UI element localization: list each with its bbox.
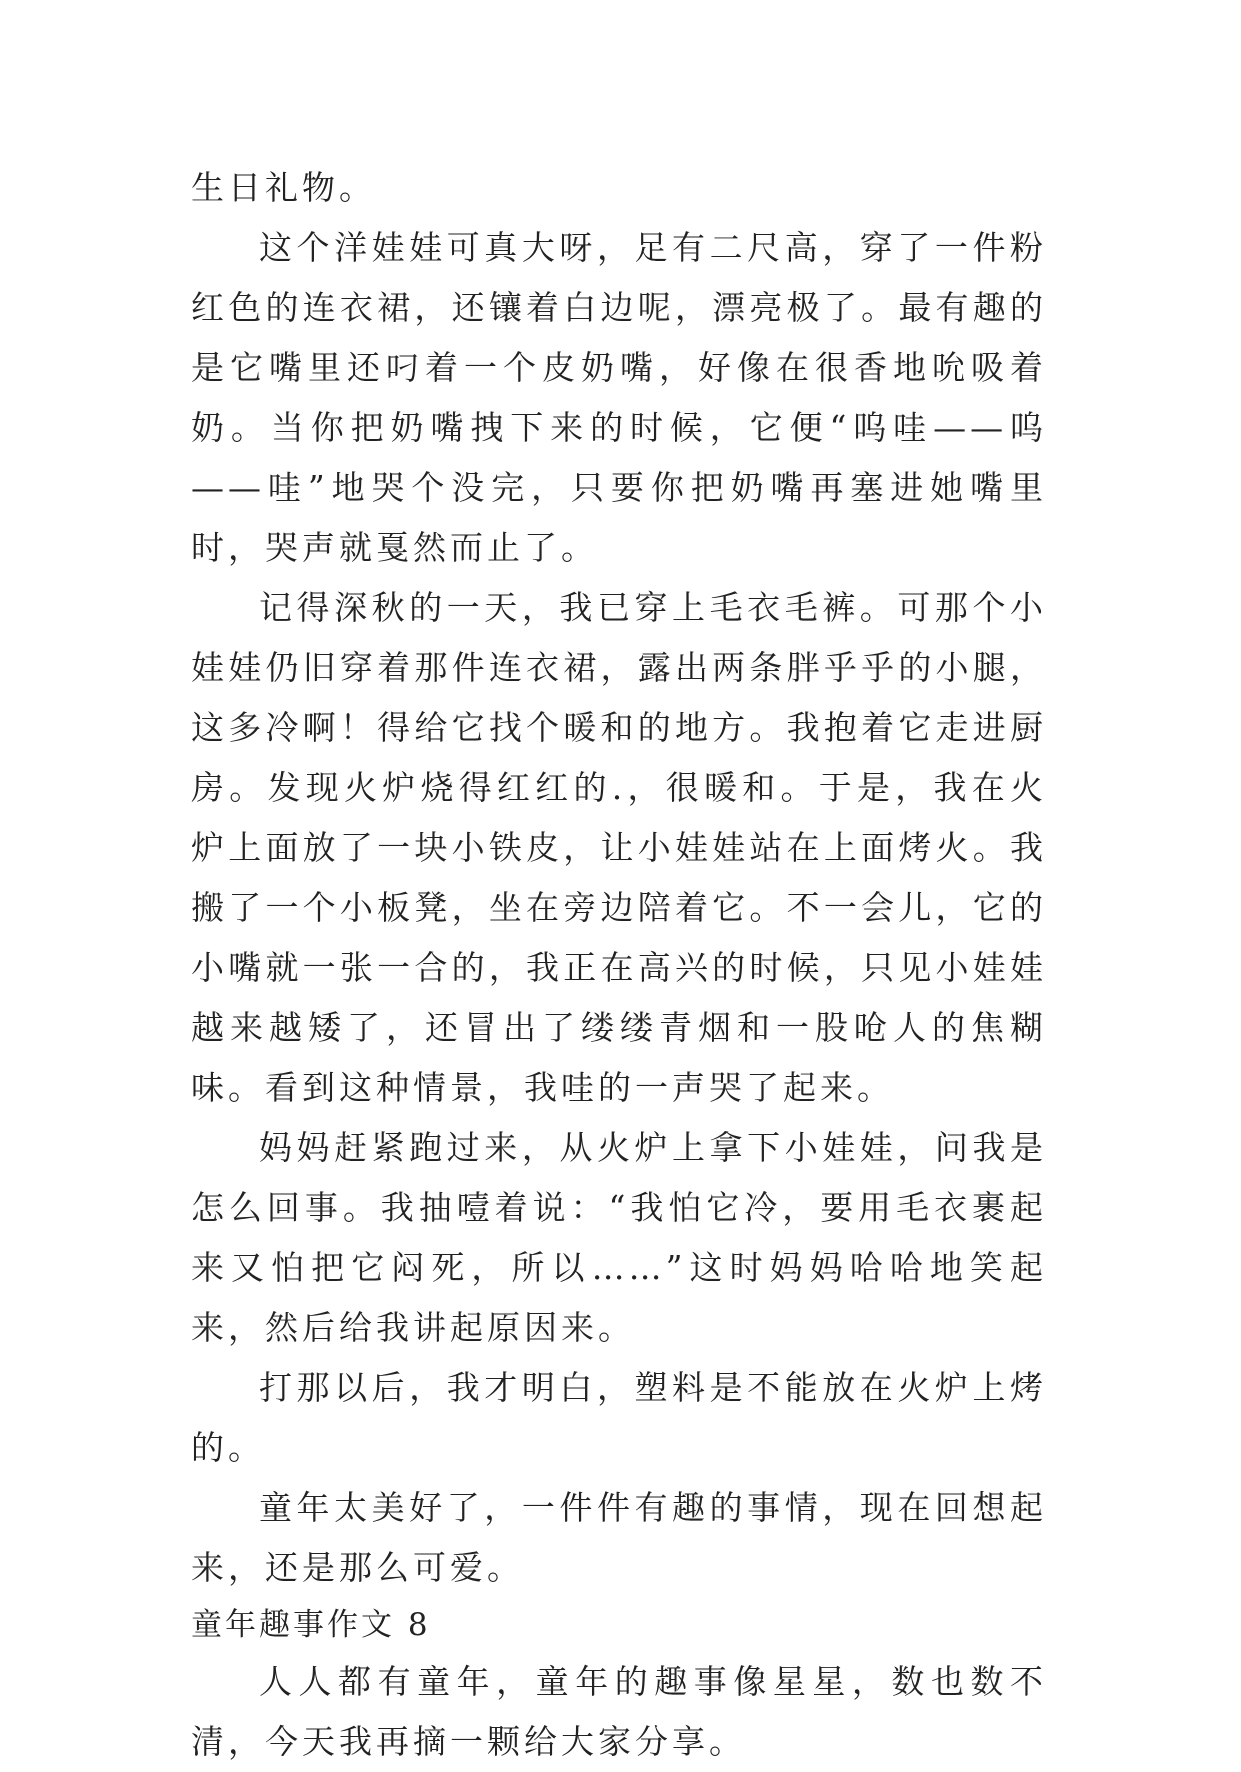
paragraph-1: 生日礼物。 (191, 168, 376, 207)
section-title: 童年趣事作文 8 (191, 1607, 431, 1643)
section-paragraph-1: 人人都有童年，童年的趣事像星星，数也数不清，今天我再摘一颗给大家分享。 (191, 1662, 1047, 1761)
document-body (191, 158, 1047, 1772)
paragraph-4: 妈妈赶紧跑过来，从火炉上拿下小娃娃，问我是怎么回事。我抽噎着说：“我怕它冷，要用毛衣裹起来又怕把它闷死，所以……”这时妈妈哈哈地笑起来，然后给我讲起原因来。 (191, 1128, 1047, 1347)
paragraph-6: 童年太美好了，一件件有趣的事情，现在回想起来，还是那么可爱。 (191, 1488, 1047, 1587)
paragraph-3: 记得深秋的一天，我已穿上毛衣毛裤。可那个小娃娃仍旧穿着那件连衣裙，露出两条胖乎乎的小腿，这多冷啊！得给它找个暖和的地方。我抱着它走进厨房。发现火炉烧得红红的.，很暖和。于是，我在火炉上面放了一块小铁皮，让小娃娃站在上面烤火。我搬了一个小板凳，坐在旁边陪着它。不一会儿，它的小嘴就一张一合的，我正在高兴的时候，只见小娃娃越来越矮了，还冒出了缕缕青烟和一股呛人的焦糊味。看到这种情景，我哇的一声哭了起来。 (191, 588, 1047, 1107)
paragraph-5: 打那以后，我才明白，塑料是不能放在火炉上烤的。 (191, 1368, 1047, 1467)
paragraph-2: 这个洋娃娃可真大呀，足有二尺高，穿了一件粉红色的连衣裙，还镶着白边呢，漂亮极了。最有趣的是它嘴里还叼着一个皮奶嘴，好像在很香地吮吸着奶。当你把奶嘴拽下来的时候，它便“呜哇——呜——哇”地哭个没完，只要你把奶嘴再塞进她嘴里时，哭声就戛然而止了。 (191, 228, 1047, 567)
